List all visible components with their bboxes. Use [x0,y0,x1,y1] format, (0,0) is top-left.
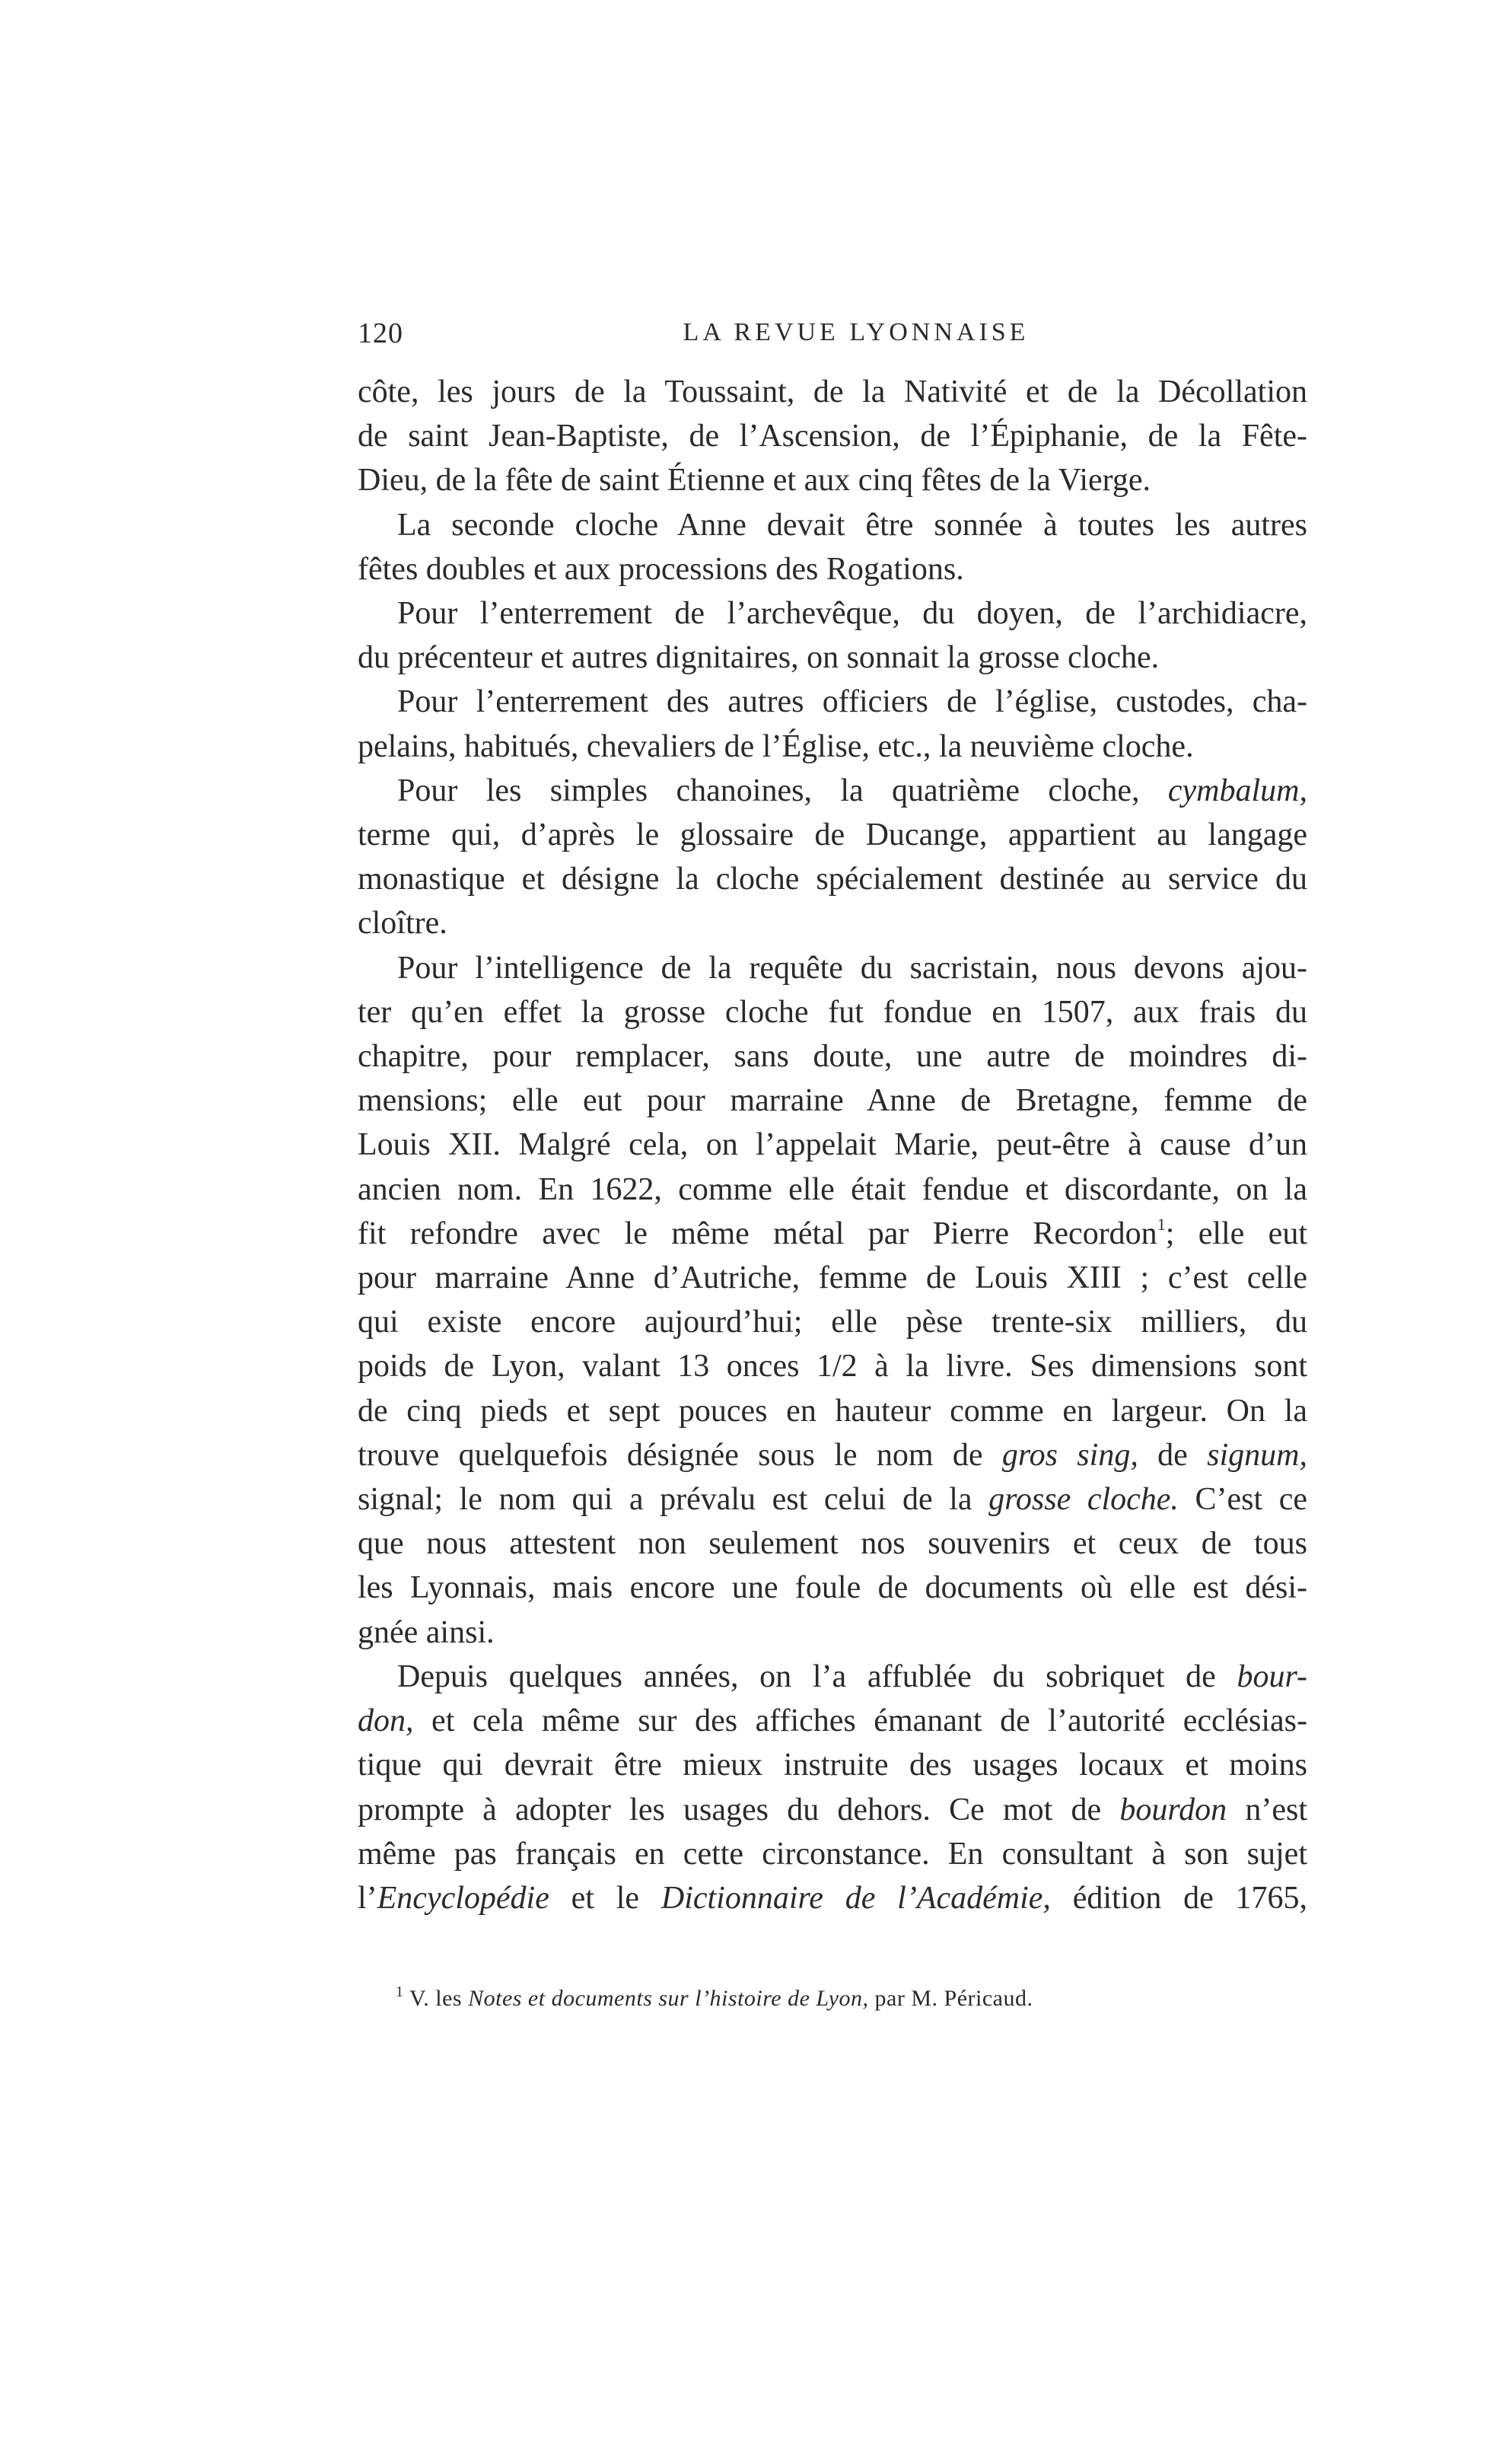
text-line [358,769,1307,813]
italic-term: bour- [1237,1658,1308,1694]
paragraph-3 [358,591,1307,680]
text-line: du précenteur et autres dignitaires, on sonnait la grosse cloche. [358,640,1160,676]
paragraph-4 [358,680,1307,768]
text-line: terme qui, d’après le glossaire de Ducange, appartient au langage [358,817,1307,853]
text-line: ter qu’en effet la grosse cloche fut fondue en 1507, aux frais du [358,994,1307,1030]
text-fragment: et le [571,1880,640,1916]
text-line: fêtes doubles et aux processions des Rogations. [358,551,964,587]
paragraph-7 [358,1655,1307,1920]
text-line: gnée ainsi. [358,1614,495,1650]
text-line: que nous attestent non seulement nos souvenirs et ceux de tous [358,1526,1307,1562]
text-line: Pour l’enterrement des autres officiers de l’église, custodes, cha- [397,684,1307,720]
text-line: côte, les jours de la Toussaint, de la Nativité et de la Décollation [358,374,1307,409]
italic-term: Encyclopédie [377,1880,549,1916]
italic-term: grosse cloche. [988,1482,1179,1518]
body-text [358,370,1307,1920]
footnote [396,1983,1309,2014]
text-fragment: fit refondre avec le même métal par Pierre Recordon [358,1216,1157,1251]
text-line: cloître. [358,906,447,942]
italic-term: cymbalum, [1167,773,1308,808]
italic-term: bourdon [1119,1792,1227,1827]
paragraph-1 [358,370,1307,503]
italic-term: don, [358,1703,414,1739]
text-line: qui existe encore aujourd’hui; elle pèse trente-six milliers, du [358,1305,1307,1340]
text-fragment: Depuis quelques années, on l’a affublée du sobriquet de [397,1658,1216,1694]
text-fragment: et cela même sur des affiches émanant de l’autorité ecclésias- [431,1703,1307,1739]
paragraph-6 [358,946,1307,1655]
text-line: La seconde cloche Anne devait être sonnée à toutes les autres [397,507,1307,543]
italic-term: Dictionnaire de l’Académie, [661,1880,1051,1916]
text-fragment: de [1157,1437,1188,1473]
text-fragment: trouve quelquefois désignée sous le nom de [358,1437,983,1473]
text-line: mensions; elle eut pour marraine Anne de Bretagne, femme de [358,1083,1307,1119]
text-line [358,1876,1307,1920]
paragraph-5 [358,769,1307,946]
text-line: ancien nom. En 1622, comme elle était fendue et discordante, on la [358,1171,1307,1207]
text-line: Pour l’enterrement de l’archevêque, du doyen, de l’archidiacre, [397,596,1307,632]
text-line: chapitre, pour remplacer, sans doute, une autre de moindres di- [358,1039,1307,1075]
journal-title: LA REVUE LYONNAISE [683,318,1030,346]
text-fragment: C’est ce [1195,1482,1308,1518]
text-line: pelains, habitués, chevaliers de l’Église, etc., la neuvième cloche. [358,728,1194,764]
text-fragment: Pour les simples chanoines, la quatrième cloche, [397,773,1140,808]
text-line: Pour l’intelligence de la requête du sacristain, nous devons ajou- [397,950,1307,986]
text-line: monastique et désigne la cloche spécialement destinée au service du [358,862,1307,897]
text-line [358,1212,1307,1256]
text-line: Dieu, de la fête de saint Étienne et aux cinq fêtes de la Vierge. [358,463,1151,499]
text-line [358,1788,1307,1832]
text-line [358,1655,1307,1699]
text-fragment: ; elle eut [1165,1216,1307,1251]
paragraph-2 [358,503,1307,591]
running-head [358,317,1309,359]
footnote-reference[interactable]: 1 [1157,1214,1166,1234]
text-line: de saint Jean-Baptiste, de l’Ascension, de l’Épiphanie, de la Fête- [358,419,1307,454]
footnote-marker: 1 [396,1983,404,2000]
text-line: même pas français en cette circonstance. En consultant à son sujet [358,1836,1307,1872]
text-fragment: l’ [358,1880,377,1916]
footnote-title: Notes et documents sur l’histoire de Lyon, [468,1986,869,2011]
page-number: 120 [358,317,403,349]
text-line [358,1477,1307,1521]
text-fragment: n’est [1245,1792,1308,1827]
text-line [358,1699,1307,1743]
italic-term: gros sing, [1001,1437,1138,1473]
text-fragment: édition de 1765, [1072,1880,1308,1916]
text-line: poids de Lyon, valant 13 onces 1/2 à la livre. Ses dimensions sont [358,1349,1307,1384]
footnote-text: par M. Péricaud. [874,1986,1033,2011]
italic-term: signum, [1207,1437,1308,1473]
text-line: pour marraine Anne d’Autriche, femme de Louis XIII ; c’est celle [358,1260,1307,1296]
text-fragment: signal; le nom qui a prévalu est celui de la [358,1482,972,1518]
text-line [358,1433,1307,1477]
footnote-text: V. les [409,1986,463,2011]
text-line: Louis XII. Malgré cela, on l’appelait Marie, peut-être à cause d’un [358,1127,1307,1163]
text-line: tique qui devrait être mieux instruite des usages locaux et moins [358,1748,1307,1783]
text-line: de cinq pieds et sept pouces en hauteur comme en largeur. On la [358,1393,1307,1429]
text-line: les Lyonnais, mais encore une foule de documents où elle est dési- [358,1570,1307,1606]
text-fragment: prompte à adopter les usages du dehors. Ce mot de [358,1792,1102,1827]
